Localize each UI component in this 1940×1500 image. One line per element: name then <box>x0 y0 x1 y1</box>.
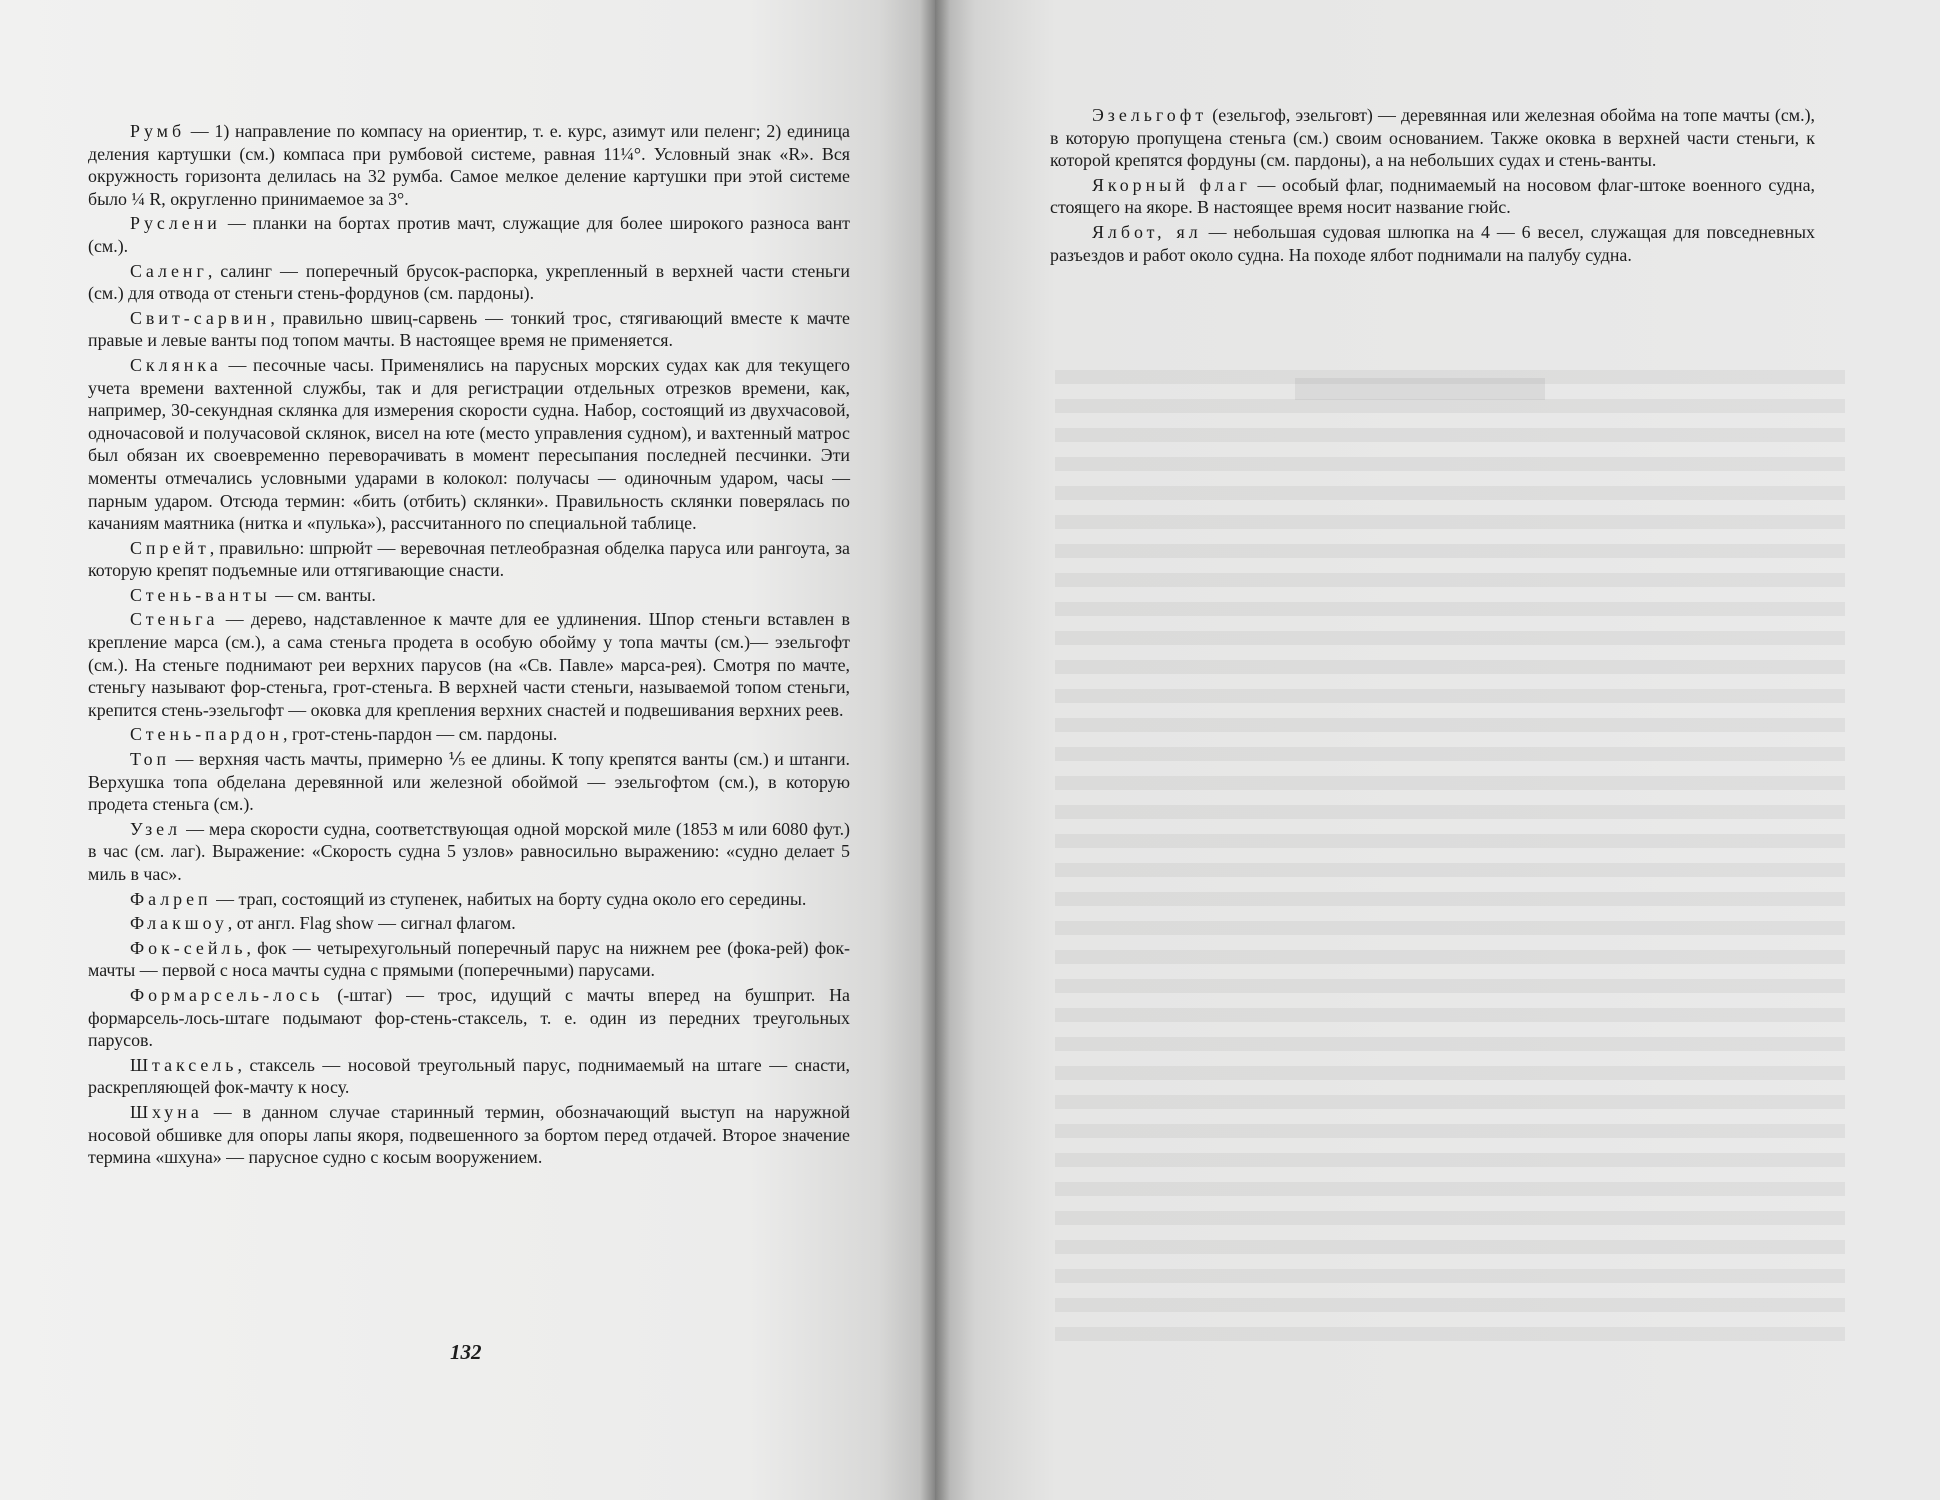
glossary-entry <box>88 307 850 352</box>
glossary-definition: , правильно: шпрюйт — веревочная петлеобразная обделка паруса или рангоута, за которую крепят подъемные или оттягивающие снасти. <box>88 537 850 581</box>
glossary-entry <box>88 723 850 746</box>
glossary-term: Руслени <box>130 213 221 234</box>
glossary-definition: — песочные часы. Применялись на парусных морских судах как для текущего учета времени вахтенной службы, так и для регистрации отдельных отрезков времени, как, например, 30-секундная склянка для измерения скорости судна. Набор, состоящий из двухчасовой, одночасовой и получасовой склянок, висел на юте (место управления судном), и вахтенный матрос был обязан их своевременно переворачивать в момент пересыпания последней песчинки. Эти моменты отмечались условными ударами в колокол: получасы — одиночным ударом, часы — парным ударом. Отсюда термин: «бить (отбить) склянки». Правильность склянки поверялась по качаниям маятника (нитка и «пулька»), рассчитанного по специальной таблице. <box>88 354 850 534</box>
glossary-entry <box>88 984 850 1052</box>
glossary-definition: , салинг — поперечный брусок-распорка, укрепленный в верхней части стеньги (см.) для отвода от стеньги стень-фордунов (см. пардоны). <box>88 260 850 304</box>
glossary-column-right <box>1050 104 1815 268</box>
glossary-term: Свит-сарвин <box>130 307 271 328</box>
glossary-term: Румб <box>130 121 186 141</box>
glossary-term: Фалреп <box>130 888 212 909</box>
right-page <box>935 0 1940 1500</box>
glossary-definition: — небольшая судовая шлюпка на 4 — 6 весел, служащая для повседневных разъездов и работ около судна. На походе ялбот поднимали на палубу судна. <box>1050 221 1815 265</box>
glossary-entry <box>88 912 850 935</box>
glossary-entry <box>88 888 850 911</box>
glossary-entry <box>88 584 850 607</box>
glossary-entry <box>88 748 850 816</box>
glossary-entry <box>1050 221 1815 266</box>
glossary-term: Штаксель <box>130 1054 238 1075</box>
glossary-term: Якорный флаг <box>1092 174 1251 195</box>
glossary-definition: — см. ванты. <box>270 584 376 605</box>
glossary-definition: , фок — четырехугольный поперечный парус на нижнем рее (фока-рей) фок-мачты — первой с носа мачты судна с прямыми (поперечными) парусами. <box>88 937 850 981</box>
glossary-term: Спрейт <box>130 537 210 558</box>
glossary-definition: , грот-стень-пардон — см. пардоны. <box>283 724 558 745</box>
page-number: 132 <box>450 1340 482 1364</box>
glossary-term: Формарсель-лось <box>130 984 324 1005</box>
glossary-term: Топ <box>130 749 171 770</box>
book-gutter <box>920 0 950 1500</box>
glossary-term: Стень-пардон <box>130 724 283 745</box>
glossary-entry <box>88 212 850 257</box>
glossary-definition: — в данном случае старинный термин, обозначающий выступ на наружной носовой обшивке для опоры лапы якоря, подвешенного за бортом перед отдачей. Второе значение термина «шхуна» — парусное судно с косым вооружением. <box>88 1101 850 1168</box>
glossary-definition: — дерево, надставленное к мачте для ее удлинения. Шпор стеньги вставлен в крепление марса (см.), а сама стеньга продета в особую обойму у топа мачты (см.)— эзельгофт (см.). На стеньге поднимают реи верхних парусов (на «Св. Павле» марса-рея). Смотря по мачте, стеньгу называют фор-стеньга, грот-стеньга. В верхней части стеньги, называемой топом стеньги, крепится стень-эзельгофт — оковка для крепления верхних снастей и подвешивания верхних реев. <box>88 609 850 720</box>
glossary-term: Саленг <box>130 260 208 281</box>
glossary-definition: (-штаг) — трос, идущий с мачты вперед на бушприт. На формарсель-лось-штаге подымают фор-стень-стаксель, т. е. один из передних треугольных парусов. <box>88 984 850 1051</box>
glossary-entry <box>88 120 850 210</box>
glossary-entry <box>88 537 850 582</box>
glossary-term: Фок-сейль <box>130 937 247 958</box>
glossary-term: Эзельгофт <box>1092 105 1208 125</box>
glossary-definition: , от англ. Flag show — сигнал флагом. <box>227 913 516 934</box>
glossary-entry <box>88 1054 850 1099</box>
glossary-term: Стень-ванты <box>130 584 271 605</box>
glossary-term: Стеньга <box>130 609 219 630</box>
glossary-definition: — верхняя часть мачты, примерно ⅕ ее длины. К топу крепятся ванты (см.) и штанги. Верхушка топа обделана деревянной или железной обоймой — эзельгофтом (см.), в которую продета стеньга (см.). <box>88 749 850 815</box>
show-through-text <box>1055 370 1845 1350</box>
glossary-entry <box>1050 104 1815 172</box>
glossary-term: Склянка <box>130 354 222 375</box>
glossary-definition: — мера скорости судна, соответствующая одной морской миле (1853 м или 6080 фут.) в час (см. лаг). Выражение: «Скорость судна 5 узлов» равносильно выражению: «судно делает 5 миль в час». <box>88 818 850 884</box>
glossary-definition: — особый флаг, поднимаемый на носовом флаг-штоке военного судна, стоящего на якоре. В настоящее время носит название гюйс. <box>1050 174 1815 218</box>
glossary-definition: — 1) направление по компасу на ориентир, т. е. курс, азимут или пеленг; 2) единица деления картушки (см.) компаса при румбовой системе, равная 11¼°. Условный знак «R». Вся окружность горизонта делилась на 32 румба. Самое мелкое деление картушки при этой системе было ¼ R, округленно принимаемое за 3°. <box>88 121 850 209</box>
left-page <box>0 0 935 1500</box>
glossary-definition: (езельгоф, эзельговт) — деревянная или железная обойма на топе мачты (см.), в которую пропущена стеньга (см.) своим основанием. Также оковка в верхней части стеньги, к которой крепятся фордуны (см. пардоны), а на небольших судах и стень-ванты. <box>1050 105 1815 171</box>
glossary-entry <box>88 260 850 305</box>
glossary-entry <box>1050 174 1815 219</box>
glossary-definition: , правильно швиц-сарвень — тонкий трос, стягивающий вместе к мачте правые и левые ванты под топом мачты. В настоящее время не применяется. <box>88 307 850 351</box>
glossary-term: Узел <box>130 818 182 839</box>
glossary-term: Шхуна <box>130 1101 203 1122</box>
glossary-entry <box>88 608 850 721</box>
glossary-definition: — планки на бортах против мачт, служащие для более широкого разноса вант (см.). <box>88 213 850 256</box>
glossary-definition: — трап, состоящий из ступенек, набитых на борту судна около его середины. <box>211 888 807 909</box>
glossary-entry <box>88 937 850 982</box>
glossary-definition: , стаксель — носовой треугольный парус, поднимаемый на штаге — снасти, раскрепляющей фок-мачту к носу. <box>88 1054 850 1098</box>
glossary-term: Флакшоу <box>130 913 228 934</box>
glossary-column-left <box>88 120 850 1171</box>
glossary-term: Ялбот, ял <box>1092 221 1202 242</box>
glossary-entry <box>88 354 850 535</box>
glossary-entry <box>88 818 850 886</box>
glossary-entry <box>88 1101 850 1169</box>
